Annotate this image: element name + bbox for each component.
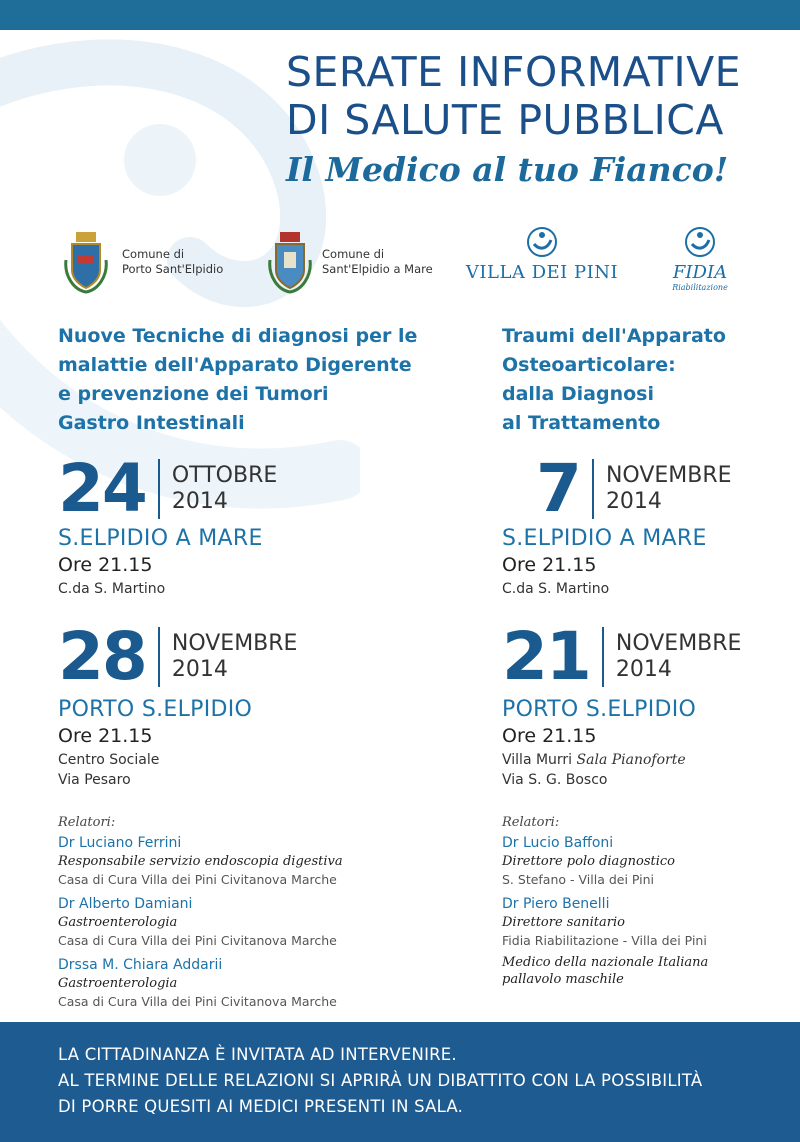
year: 2014 [605,489,662,514]
crest-icon [64,230,108,294]
logo-fidia [666,226,734,292]
title-line2: DI SALUTE PUBBLICA [286,96,724,144]
speaker-role: Gastroenterologia [58,915,178,930]
right-time-1: Ore 21.15 [502,554,597,576]
year: 2014 [615,657,672,682]
left-time-2: Ore 21.15 [58,725,153,747]
villa-name: VILLA DEI PINI [465,262,619,283]
day-number: 24 [58,450,146,527]
speaker-institution: S. Stefano - Villa dei Pini [502,872,655,887]
left-place-1: C.da S. Martino [58,581,166,597]
date-separator [158,459,160,519]
left-date-1 [58,450,278,527]
subtitle: Il Medico al tuo Fianco! [286,150,729,189]
speaker-note: Medico della nazionale Italiana pallavolo maschile [502,955,709,987]
left-city-2: PORTO S.ELPIDIO [58,697,253,722]
speaker-role: Responsabile servizio endoscopia digestiva [58,854,343,869]
left-place-2: Centro Sociale Via Pesaro [58,752,160,788]
logo-santelpidio-a-mare [268,230,433,294]
footer-banner [0,1022,800,1142]
speaker-role: Direttore sanitario [502,915,625,930]
speaker-name: Dr Lucio Baffoni [502,835,614,851]
footer-text: LA CITTADINANZA È INVITATA AD INTERVENIRE. AL TERMINE DELLE RELAZIONI SI APRIRÀ UN DIBATTITO CON LA POSSIBILITÀ DI PORRE QUESITI AI MEDICI PRESENTI IN SALA. [58,1045,703,1116]
title-line1: SERATE INFORMATIVE [286,48,742,96]
speaker-role: Direttore polo diagnostico [502,854,675,869]
fidia-mark-icon [683,226,717,258]
month: NOVEMBRE [171,631,298,656]
fidia-name: FIDIA [672,262,728,283]
porto-text: Comune di Porto Sant'Elpidio [122,247,224,276]
right-place-2: Villa Murri Sala Pianoforte Via S. G. Bosco [502,752,686,788]
logo-porto-santelpidio [64,230,223,294]
right-date-1 [536,450,732,527]
villa-mark-icon [525,226,559,258]
speaker-name: Dr Alberto Damiani [58,896,193,912]
day-number: 7 [536,450,580,527]
speaker-name: Dr Piero Benelli [502,896,610,912]
speaker-institution: Casa di Cura Villa dei Pini Civitanova Marche [58,872,337,887]
santelpidio-text: Comune di Sant'Elpidio a Mare [322,247,433,276]
right-city-1: S.ELPIDIO A MARE [502,526,707,551]
right-date-2 [502,618,742,695]
relatori-heading: Relatori: [502,815,560,830]
right-place-1: C.da S. Martino [502,581,610,597]
date-separator [592,459,594,519]
speaker-name: Drssa M. Chiara Addarii [58,957,223,973]
right-time-2: Ore 21.15 [502,725,597,747]
right-relatori [502,814,782,988]
logo-villa-dei-pini [462,226,622,283]
left-city-1: S.ELPIDIO A MARE [58,526,263,551]
month: NOVEMBRE [615,631,742,656]
speaker-role: Gastroenterologia [58,976,178,991]
month: OTTOBRE [171,463,278,488]
month: NOVEMBRE [605,463,732,488]
speaker-institution: Casa di Cura Villa dei Pini Civitanova Marche [58,933,337,948]
left-time-1: Ore 21.15 [58,554,153,576]
top-bar [0,0,800,30]
speaker-institution: Fidia Riabilitazione - Villa dei Pini [502,933,707,948]
speaker-institution: Casa di Cura Villa dei Pini Civitanova Marche [58,994,337,1009]
right-topic: Traumi dell'Apparato Osteoarticolare: dalla Diagnosi al Trattamento [502,325,726,434]
day-number: 28 [58,618,146,695]
left-date-2 [58,618,298,695]
fidia-tagline: Riabilitazione [672,283,728,292]
crest-icon [268,230,312,294]
left-relatori [58,814,398,1011]
poster-title [286,48,746,189]
year: 2014 [171,489,228,514]
right-city-2: PORTO S.ELPIDIO [502,697,697,722]
date-separator [158,627,160,687]
day-number: 21 [502,618,590,695]
relatori-heading: Relatori: [58,815,116,830]
left-topic: Nuove Tecniche di diagnosi per le malattie dell'Apparato Digerente e prevenzione dei Tumori Gastro Intestinali [58,325,418,434]
date-separator [602,627,604,687]
speaker-name: Dr Luciano Ferrini [58,835,182,851]
year: 2014 [171,657,228,682]
